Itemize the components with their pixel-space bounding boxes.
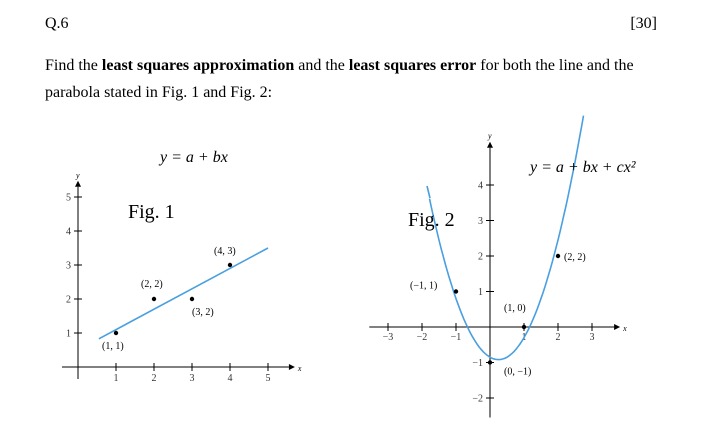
fig2-data-point (488, 360, 492, 364)
fig1-x-tick-label: 1 (113, 373, 119, 384)
fig1-point-label: (1, 1) (102, 341, 124, 352)
fig1-y-tick-label: 4 (66, 226, 71, 238)
fig2-y-tick-label: −1 (472, 358, 483, 369)
fig2-axes (369, 142, 620, 418)
fig2-points (410, 252, 586, 378)
fig1-point-label: (3, 2) (192, 307, 214, 318)
fig1-x-axis-label: x (297, 364, 302, 373)
fig2-title: Fig. 2 (408, 209, 455, 231)
fig1-y-tick-label: 3 (66, 260, 71, 272)
prompt-text-2: and the (294, 57, 349, 74)
fig2-data-point (522, 325, 526, 329)
fig2-equation: y = a + bx + cx² (530, 159, 636, 176)
fig2-data-point (454, 289, 458, 293)
fig2-curve-segment (427, 186, 430, 198)
fig2-y-tick-label: 2 (478, 251, 483, 263)
fig1-y-tick-label: 2 (66, 294, 71, 306)
fig1-point-label: (2, 2) (141, 279, 163, 290)
fig2-y-arrow (487, 142, 493, 148)
fig1-y-axis-label: y (76, 170, 80, 180)
fig1-x-tick-label: 5 (265, 373, 271, 384)
question-number: Q.6 (45, 15, 69, 32)
fig2-point-label: (2, 2) (564, 252, 586, 263)
fig2-point-label: (0, −1) (504, 366, 532, 378)
fig1-x-tick-label: 3 (189, 373, 195, 384)
fig2-x-tick-label: 2 (555, 332, 561, 343)
fig1-x-tick-label: 4 (227, 373, 233, 384)
fig2-y-axis-label: y (488, 131, 492, 141)
fig1-equation: y = a + bx (160, 149, 228, 166)
fig2-point-label: (1, 0) (504, 303, 526, 314)
fig2-x-tick-label: −2 (416, 332, 428, 343)
fig2-x-tick-label: −3 (382, 332, 394, 343)
fig1-y-tick-label: 5 (66, 192, 71, 204)
prompt-bold-1: least squares approximation (101, 57, 295, 74)
fig2-x-arrow (614, 324, 620, 330)
question-marks: [30] (630, 15, 657, 32)
fig2-y-tick-label: 1 (478, 287, 483, 298)
fig2-x-axis-label: x (623, 324, 627, 333)
fig2-point-label: (−1, 1) (410, 280, 438, 292)
fig2-x-tick-label: 3 (589, 332, 595, 343)
fig2-fit-parabola-group (427, 116, 584, 360)
fig2-x-tick-label: 1 (521, 332, 527, 343)
fig1-y-tick-label: 1 (66, 328, 71, 340)
prompt-bold-2: least squares error (348, 57, 477, 74)
fig2-fit-parabola (430, 116, 584, 360)
fig2-y-tick-label: 3 (478, 216, 483, 227)
prompt-text-1: Find the (45, 57, 102, 74)
fig1-point-label: (4, 3) (214, 246, 236, 257)
fig1-x-tick-label: 2 (151, 373, 157, 384)
fig2-y-tick-label: 4 (478, 180, 483, 192)
fig2-y-tick-label: −2 (472, 393, 483, 405)
prompt-text-3: for both the line and the parabola stated in Fig. 1 and Fig. 2: (45, 57, 634, 101)
fig1-title: Fig. 1 (128, 201, 175, 223)
fig2-data-point (556, 254, 560, 258)
fig2-x-tick-label: −1 (450, 332, 462, 343)
